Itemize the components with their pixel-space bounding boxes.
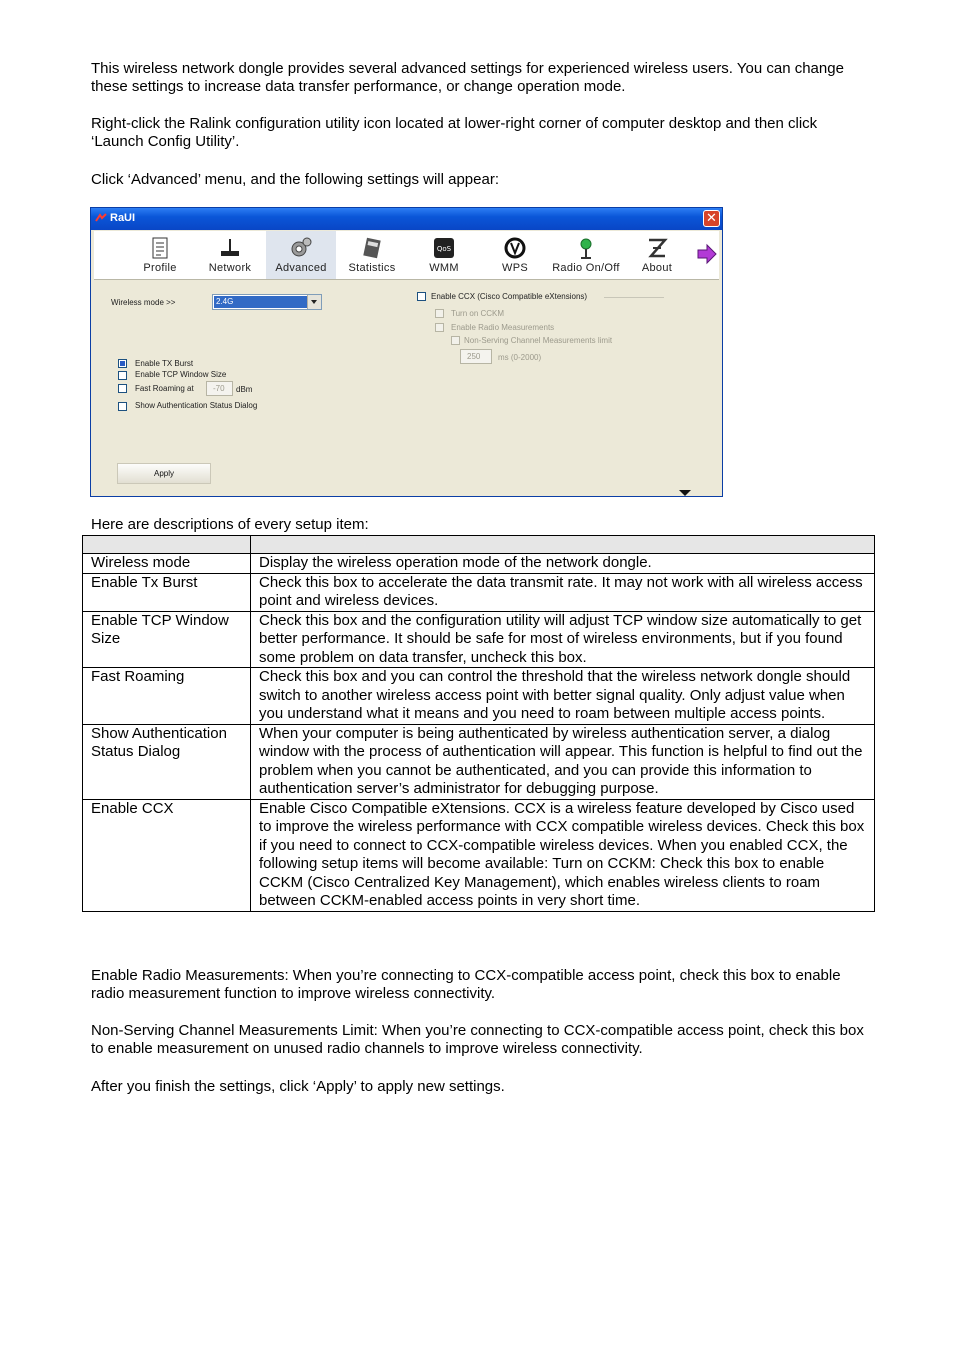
toolbar-profile-label: Profile	[143, 262, 177, 274]
close-button[interactable]	[703, 210, 720, 227]
intro-paragraph-1: This wireless network dongle provides several advanced settings for experienced wireless users. You can change these settings to increase data transfer performance, or change operation mode.	[91, 60, 844, 95]
raui-window	[90, 207, 723, 497]
non-serving-limit-input[interactable]: 250	[460, 349, 492, 364]
profile-icon	[148, 236, 172, 260]
non-serving-limit-label: Non-Serving Channel Measurements limit	[464, 336, 613, 345]
intro-paragraph-2: Right-click the Ralink configuration utility icon located at lower-right corner of computer desktop and then click ‘Launch Config Utility’.	[91, 115, 818, 150]
enable-radio-measurements-label: Enable Radio Measurements	[451, 323, 555, 332]
table-header-cell	[251, 536, 875, 554]
show-auth-dialog-label: Show Authentication Status Dialog	[135, 401, 258, 410]
toolbar-about-label: About	[641, 262, 673, 274]
turn-on-cckm-checkbox[interactable]	[435, 309, 444, 318]
setup-item-name: Enable CCX	[83, 799, 251, 911]
setup-item-name: Wireless mode	[83, 554, 251, 574]
setup-item-name: Enable TCP Window Size	[83, 611, 251, 668]
enable-tcp-window-label: Enable TCP Window Size	[135, 370, 227, 379]
toolbar-advanced-label: Advanced	[275, 262, 327, 274]
toolbar-profile[interactable]	[125, 231, 195, 279]
apply-button[interactable]: Apply	[117, 463, 211, 484]
close-icon: ✕	[706, 211, 717, 226]
main-toolbar	[94, 231, 719, 280]
setup-item-name: Show Authentication Status Dialog	[83, 724, 251, 799]
wps-icon	[503, 236, 527, 260]
setup-item-description: Enable Cisco Compatible eXtensions. CCX is a wireless feature developed by Cisco used to improve the wireless performance with CCX compatible wireless devices. Check this box if you need to connect to CCX-compatible wireless devices. When you enabled CCX, the following setup items will become available: Turn on CCKM: Check this box to enable CCKM (Cisco Centralized Key Management), which enables wireless clients to roam between CCKM-enabled access points in very short time.	[251, 799, 875, 911]
ralink-app-icon	[95, 213, 107, 223]
toolbar-statistics[interactable]	[337, 231, 407, 279]
title-bar[interactable]	[91, 208, 722, 230]
toolbar-network[interactable]	[195, 231, 265, 279]
setup-item-name: Fast Roaming	[83, 668, 251, 725]
enable-tcp-window-checkbox[interactable]	[118, 371, 127, 380]
advanced-icon	[289, 236, 313, 260]
table-row	[83, 611, 875, 668]
table-row	[83, 799, 875, 911]
table-header-cell	[83, 536, 251, 554]
setup-item-description: When your computer is being authenticated by wireless authentication server, a dialog window with the process of authentication will appear. This function is helpful to find out the problem when you cannot be authenticated, and you can provide this information to authentication server’s administrator for debugging purpose.	[251, 724, 875, 799]
enable-ccx-label: Enable CCX (Cisco Compatible eXtensions)	[431, 292, 588, 301]
wmm-icon	[432, 236, 456, 260]
table-row	[83, 724, 875, 799]
toolbar-radio-onoff-label: Radio On/Off	[552, 262, 620, 274]
setup-item-description: Check this box to accelerate the data transmit rate. It may not work with all wireless access point and wireless devices.	[251, 573, 875, 611]
enable-radio-measurements-checkbox[interactable]	[435, 323, 444, 332]
statistics-icon	[360, 236, 384, 260]
toolbar-radio-onoff[interactable]	[551, 231, 621, 279]
description-table	[82, 535, 875, 912]
description-intro: Here are descriptions of every setup item:	[91, 516, 369, 533]
toolbar-wmm[interactable]	[409, 231, 479, 279]
scroll-down-icon[interactable]	[679, 490, 691, 496]
wireless-mode-value: 2.4G	[214, 296, 308, 308]
network-icon	[218, 236, 242, 260]
setup-item-description: Check this box and you can control the threshold that the wireless network dongle should switch to another wireless access point with better signal quality. Only adjust value when you understand what it means and you need to roam between multiple access points.	[251, 668, 875, 725]
toolbar-network-label: Network	[208, 262, 252, 274]
window-title: RaUI	[110, 212, 136, 224]
fast-roaming-label: Fast Roaming at	[135, 384, 194, 393]
ccx-group-divider	[604, 297, 664, 298]
outro-paragraph-3: After you finish the settings, click ‘Apply’ to apply new settings.	[91, 1078, 505, 1095]
show-auth-dialog-checkbox[interactable]	[118, 402, 127, 411]
setup-item-description: Check this box and the configuration utility will adjust TCP window size automatically to get better performance. It should be safe for most of wireless environments, but if you found some problem on data transfer, uncheck this box.	[251, 611, 875, 668]
toolbar-advanced[interactable]	[266, 231, 336, 279]
setup-item-name: Enable Tx Burst	[83, 573, 251, 611]
enable-ccx-checkbox[interactable]	[417, 292, 426, 301]
table-header-row	[83, 536, 875, 554]
turn-on-cckm-label: Turn on CCKM	[451, 309, 505, 318]
table-row	[83, 668, 875, 725]
wireless-mode-select[interactable]	[212, 294, 322, 310]
wireless-mode-label: Wireless mode >>	[111, 298, 176, 307]
about-icon	[645, 236, 669, 260]
chevron-down-icon[interactable]	[307, 295, 321, 309]
table-row	[83, 554, 875, 574]
svg-text:QoS: QoS	[436, 245, 452, 253]
toolbar-wps-label: WPS	[502, 262, 528, 274]
table-row	[83, 573, 875, 611]
advanced-settings-panel	[94, 280, 719, 494]
setup-item-description: Display the wireless operation mode of the network dongle.	[251, 554, 875, 574]
fast-roaming-threshold-input[interactable]: -70	[206, 381, 233, 396]
fast-roaming-checkbox[interactable]	[118, 384, 127, 393]
outro-paragraph-2: Non-Serving Channel Measurements Limit: When you’re connecting to CCX-compatible access point, check this box to enable measurement on unused radio channels to improve wireless connectivity.	[91, 1022, 864, 1057]
toolbar-about[interactable]	[622, 231, 692, 279]
toolbar-wmm-label: WMM	[429, 262, 459, 274]
toolbar-statistics-label: Statistics	[348, 262, 396, 274]
non-serving-limit-checkbox[interactable]	[451, 336, 460, 345]
toolbar-wps[interactable]	[480, 231, 550, 279]
radio-icon	[574, 236, 598, 260]
enable-tx-burst-checkbox[interactable]	[118, 359, 127, 368]
enable-tx-burst-label: Enable TX Burst	[135, 359, 194, 368]
outro-paragraph-1: Enable Radio Measurements: When you’re connecting to CCX-compatible access point, check this box to enable radio measurement function to improve wireless connectivity.	[91, 967, 841, 1002]
intro-paragraph-3: Click ‘Advanced’ menu, and the following settings will appear:	[91, 171, 499, 188]
non-serving-limit-unit: ms (0-2000)	[498, 353, 542, 362]
next-arrow-icon[interactable]	[696, 243, 718, 265]
fast-roaming-unit: dBm	[236, 385, 253, 394]
